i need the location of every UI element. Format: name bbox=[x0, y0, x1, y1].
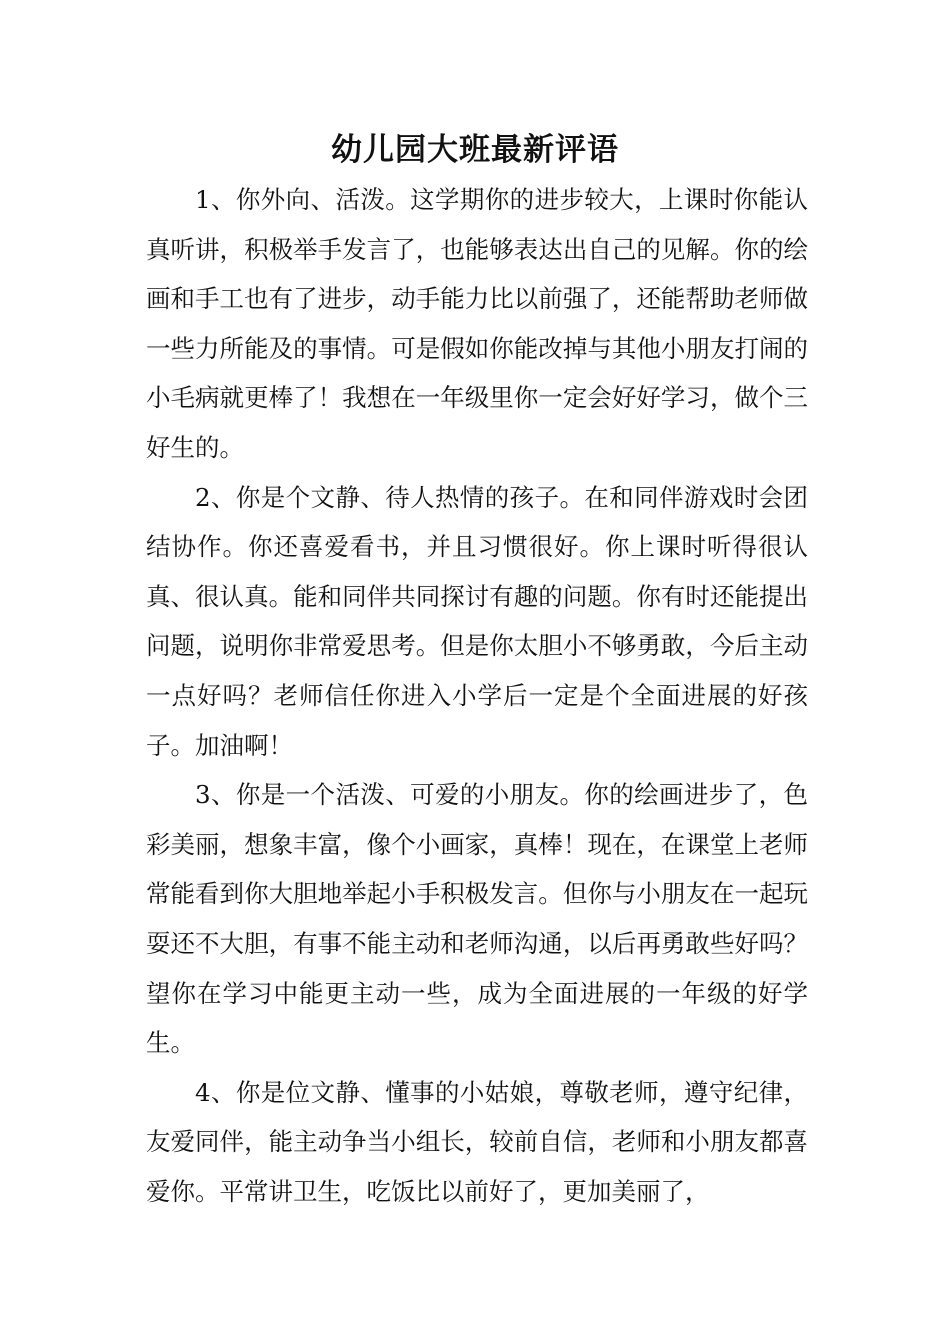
document-body bbox=[146, 175, 808, 1216]
paragraph-1: 1、你外向、活泼。这学期你的进步较大，上课时你能认真听讲，积极举手发言了，也能够表达出自己的见解。你的绘画和手工也有了进步，动手能力比以前强了，还能帮助老师做一些力所能及的事情。可是假如你能改掉与其他小朋友打闹的小毛病就更棒了！我想在一年级里你一定会好好学习，做个三好生的。 bbox=[146, 185, 808, 462]
document-title: 幼儿园大班最新评语 bbox=[331, 132, 619, 168]
paragraph-3: 3、你是一个活泼、可爱的小朋友。你的绘画进步了，色彩美丽，想象丰富，像个小画家，真棒！现在，在课堂上老师常能看到你大胆地举起小手积极发言。但你与小朋友在一起玩耍还不大胆，有事不能主动和老师沟通，以后再勇敢些好吗？望你在学习中能更主动一些，成为全面进展的一年级的好学生。 bbox=[146, 780, 808, 1058]
paragraph-2: 2、你是个文静、待人热情的孩子。在和同伴游戏时会团结协作。你还喜爱看书，并且习惯很好。你上课时听得很认真、很认真。能和同伴共同探讨有趣的问题。你有时还能提出问题，说明你非常爱思考。但是你太胆小不够勇敢，今后主动一点好吗？老师信任你进入小学后一定是个全面进展的好孩子。加油啊！ bbox=[146, 482, 808, 760]
paragraph-4: 4、你是位文静、懂事的小姑娘，尊敬老师，遵守纪律，友爱同伴，能主动争当小组长，较前自信，老师和小朋友都喜爱你。平常讲卫生，吃饭比以前好了，更加美丽了， bbox=[146, 1077, 808, 1206]
